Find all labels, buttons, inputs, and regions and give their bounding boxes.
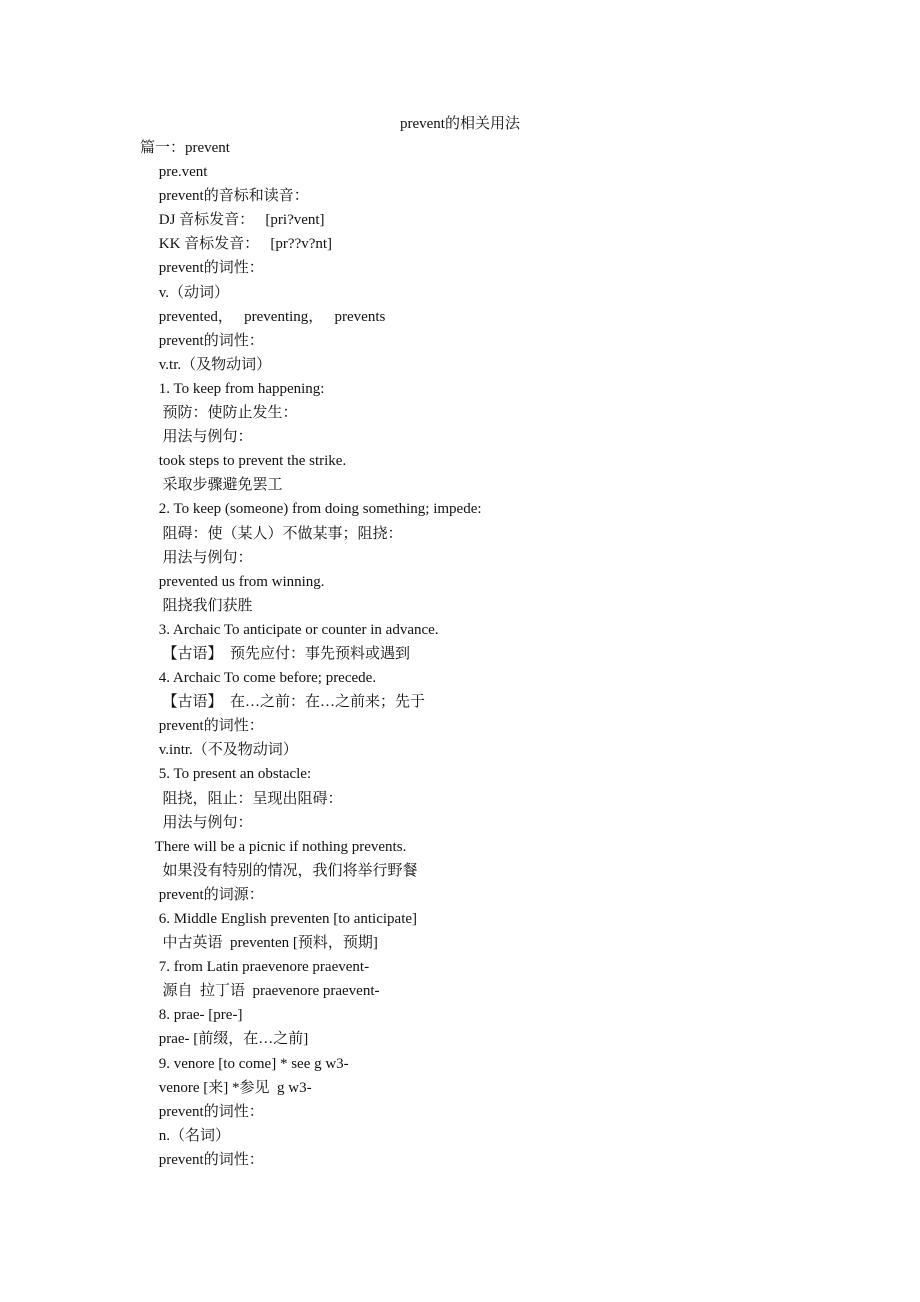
document-line: prevent的词性： (140, 1151, 264, 1168)
document-line: 【古语】 在…之前：在…之前来；先于 (140, 694, 426, 711)
document-line: prae- [前缀，在…之前] (140, 1031, 309, 1048)
document-line: prevent的词性： (140, 1103, 264, 1120)
document-line: prevent的词性： (140, 260, 264, 277)
document-line: 4. Archaic To come before; precede. (140, 670, 377, 687)
document-line: took steps to prevent the strike. (140, 453, 347, 470)
document-title: prevent的相关用法 (400, 116, 520, 132)
document-line: 2. To keep (someone) from doing something; impede: (140, 501, 482, 518)
document-line: 1. To keep from happening: (140, 380, 325, 397)
document-line: 阻碍：使（某人）不做某事；阻挠： (140, 525, 403, 542)
document-line: v.（动词） (140, 284, 230, 301)
document-line: prevent的音标和读音： (140, 188, 309, 205)
document-line: DJ 音标发音： [pri?vent] (140, 212, 325, 229)
document-line: prevented us from winning. (140, 573, 325, 590)
document-line: pre.vent (140, 164, 208, 181)
document-line: 9. venore [to come] * see g w3- (140, 1055, 349, 1072)
document-line: 8. prae- [pre-] (140, 1007, 243, 1024)
document-line: v.intr.（不及物动词） (140, 742, 298, 759)
document-line: prevented， preventing， prevents (140, 308, 386, 325)
document-line: 用法与例句： (140, 429, 253, 446)
document-line: v.tr.（及物动词） (140, 356, 272, 373)
document-line: 篇一：prevent (140, 140, 230, 156)
document-line: 如果没有特别的情况，我们将举行野餐 (140, 862, 418, 879)
document-line: venore [来] *参见 g w3- (140, 1079, 312, 1096)
document-line: 源自 拉丁语 praevenore praevent- (140, 983, 380, 1000)
document-line: prevent的词源： (140, 886, 264, 903)
document-line: There will be a picnic if nothing prevents. (140, 838, 407, 855)
document-line: 7. from Latin praevenore praevent- (140, 959, 370, 976)
document-line: 6. Middle English preventen [to anticipate] (140, 911, 418, 927)
document-line: prevent的词性： (140, 332, 264, 349)
document-line: 预防：使防止发生： (140, 405, 298, 422)
document-line: 3. Archaic To anticipate or counter in advance. (140, 621, 439, 638)
document-line: 用法与例句： (140, 814, 253, 831)
document-line: 中古英语 preventen [预料，预期] (140, 935, 378, 952)
document-line: KK 音标发音： [pr??v?nt] (140, 236, 333, 253)
document-line: 阻挠，阻止：呈现出阻碍： (140, 790, 343, 807)
document-line: 阻挠我们获胜 (140, 597, 253, 614)
document-line: prevent的词性： (140, 718, 264, 735)
document-line: n.（名词） (140, 1127, 231, 1144)
document-body (140, 136, 820, 1172)
document-line: 采取步骤避免罢工 (140, 477, 283, 494)
document-line: 【古语】 预先应付：事先预料或遇到 (140, 645, 411, 662)
document-line: 用法与例句： (140, 549, 253, 566)
document-line: 5. To present an obstacle: (140, 766, 312, 783)
